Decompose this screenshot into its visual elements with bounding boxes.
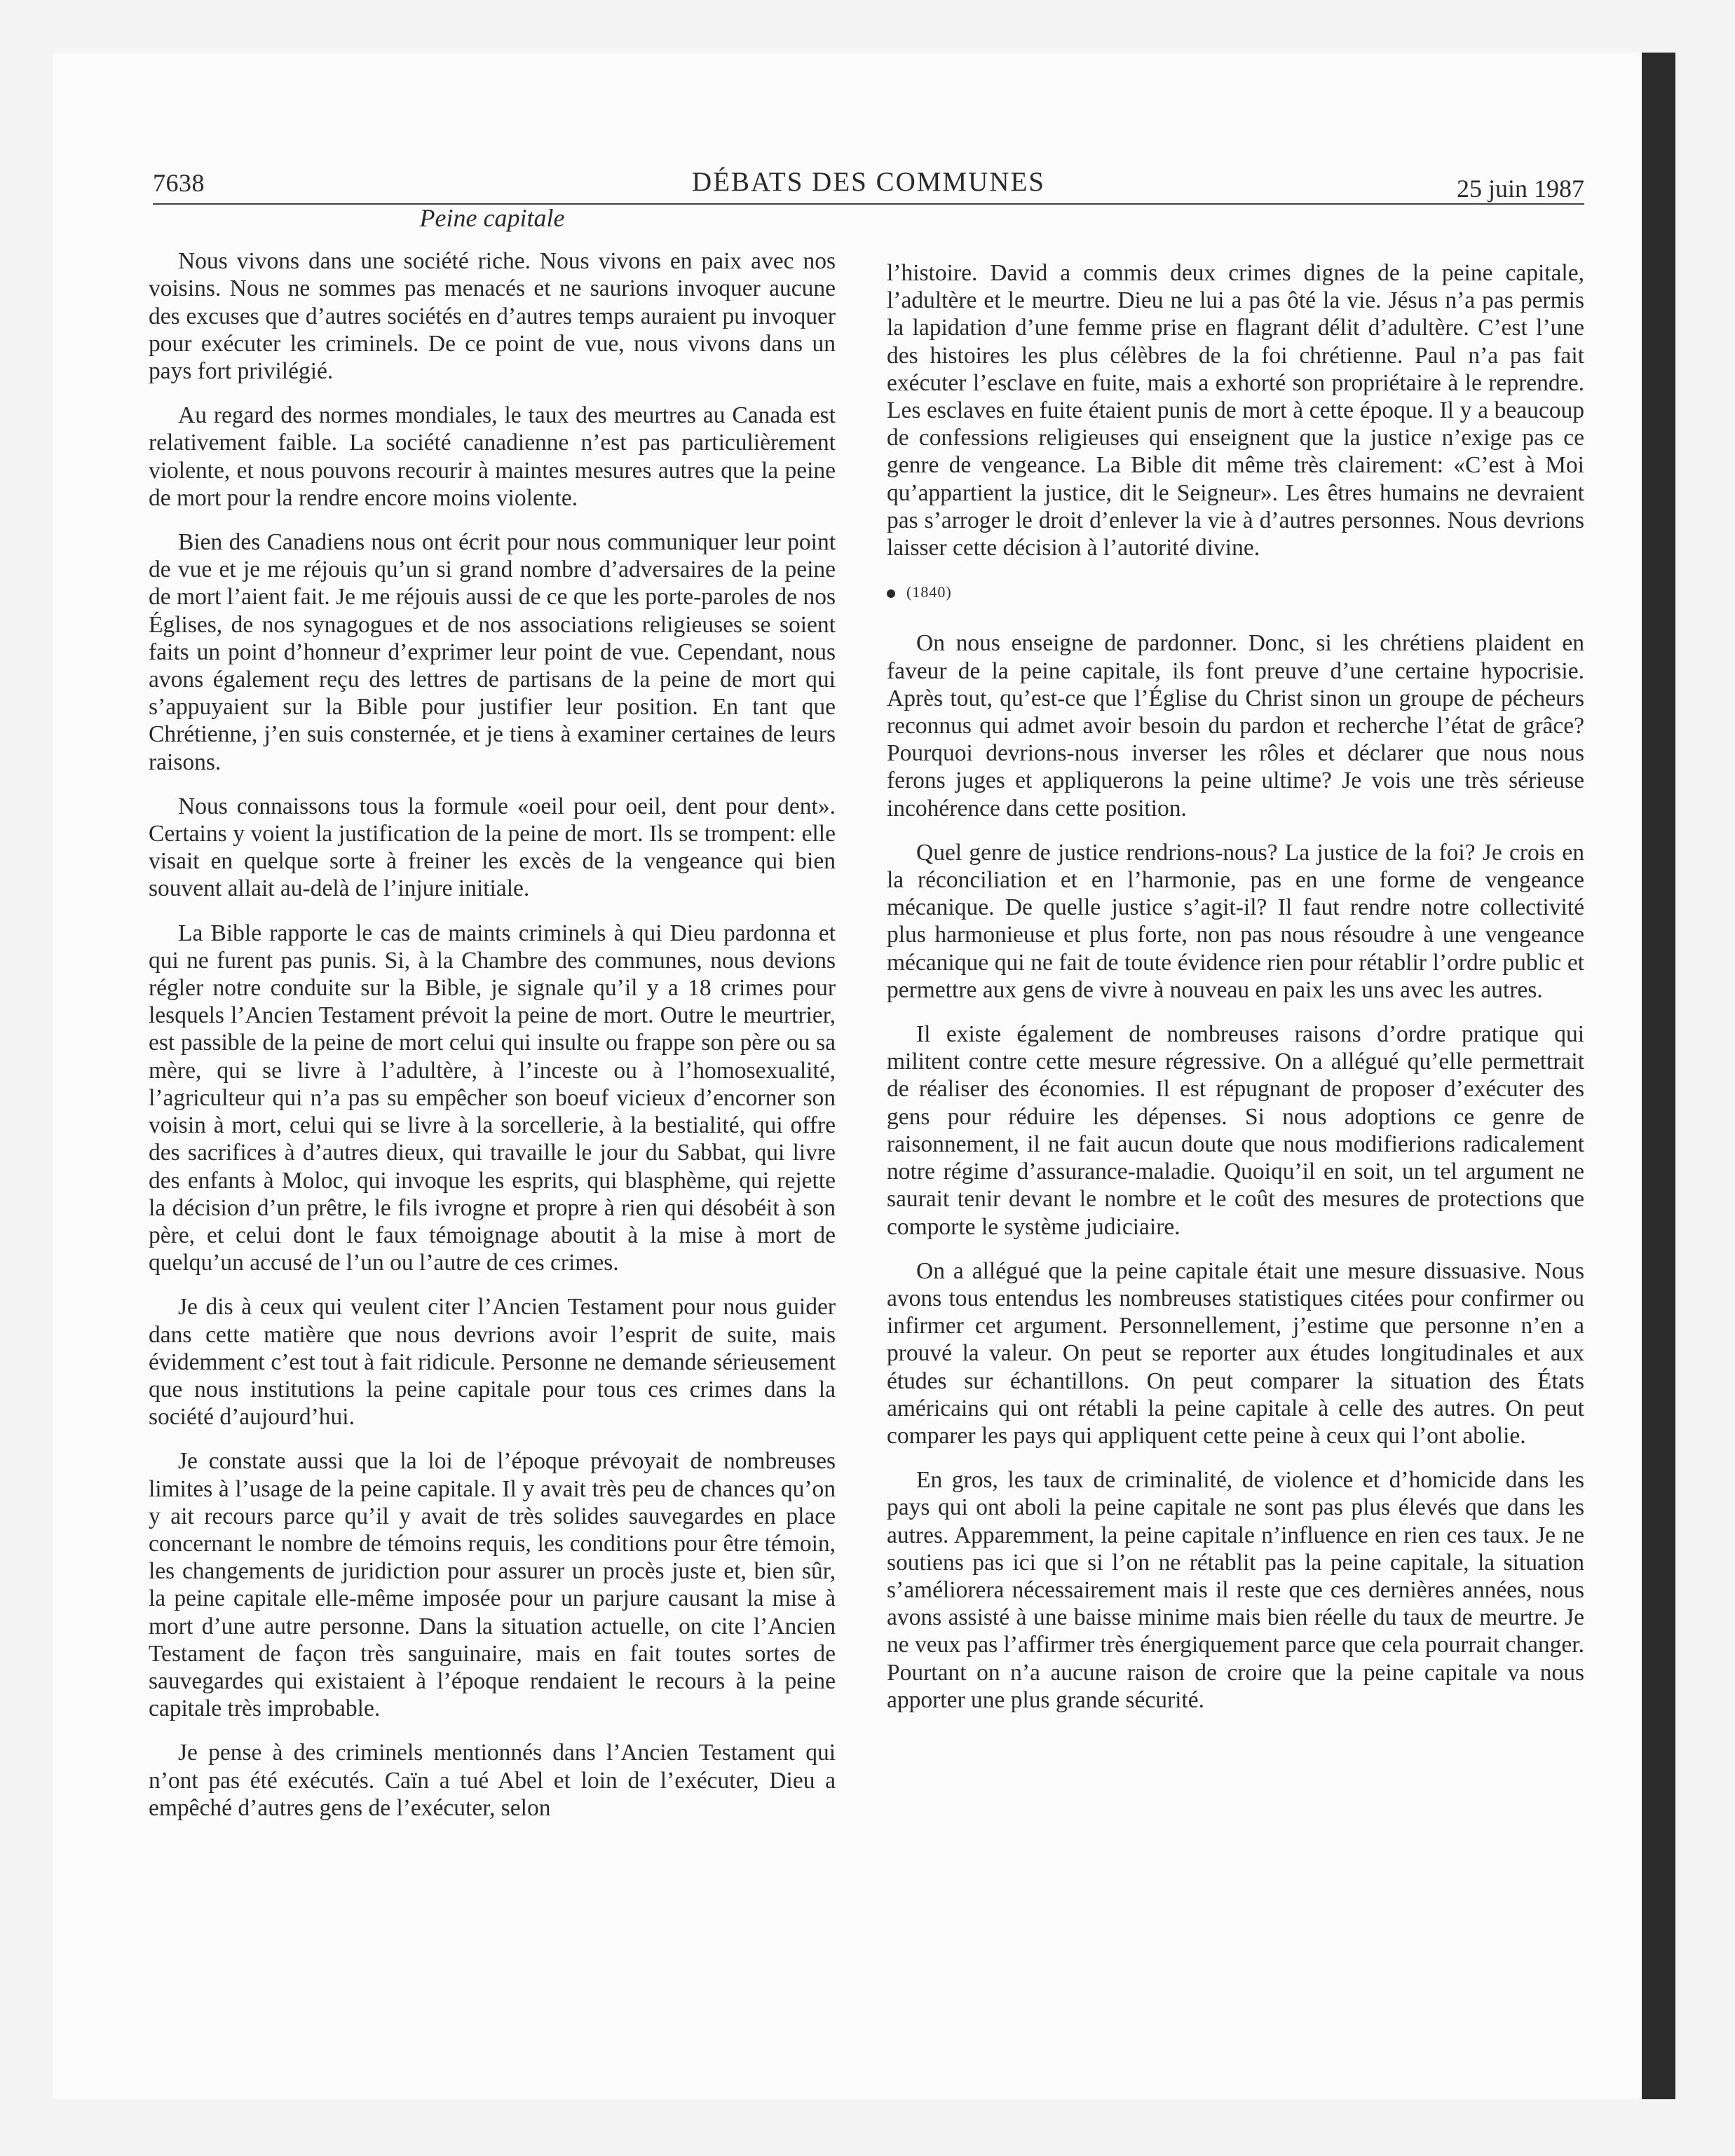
paragraph: On nous enseigne de pardonner. Donc, si les chrétiens plaident en faveur de la peine capitale, ils font preuve d’une certaine hypocrisie. Après tout, qu’est-ce que l’Église du Christ sinon un groupe de pécheurs reconnus qui admet avoir besoin du pardon et recherche l’état de grâce? Pourquoi devrions-nous inverser les rôles et déclarer que nous nous ferons juges et appliquerons la peine ultime? Je vois une très sérieuse incohérence dans cette position. xyxy=(887,630,1584,821)
paragraph-continuation: l’histoire. David a commis deux crimes dignes de la peine capitale, l’adultère et le meurtre. Dieu ne lui a pas ôté la vie. Jésus n’a pas permis la lapidation d’une femme prise en flagrant délit d’adultère. C’est l’une des histoires les plus célèbres de la foi chrétienne. Paul n’a pas fait exécuter l’esclave en fuite, mais a exhorté son propriétaire à le reprendre. Les esclaves en fuite étaient punis de mort à cette époque. Il y a beaucoup de confessions religieuses qui enseignent que la justice n’exige pas ce genre de vengeance. La Bible dit même très clairement: «C’est à Moi qu’appartient la justice, dit le Seigneur». Les êtres humains ne devraient pas s’arroger le droit d’enlever la vie à d’autres personnes. Nous devrions laisser cette décision à l’autorité divine. xyxy=(887,260,1584,561)
paragraph: Bien des Canadiens nous ont écrit pour nous communiquer leur point de vue et je me réjouis qu’un si grand nombre d’adversaires de la peine de mort l’aient fait. Je me réjouis aussi de ce que les porte-paroles de nos Églises, de nos synagogues et de nos associations religieuses se soient faits un point d’honneur d’exprimer leur point de vue. Cependant, nous avons également reçu des lettres de partisans de la peine de mort qui s’appuyaient sur la Bible pour justifier leur position. En tant que Chrétienne, j’en suis consternée, et je tiens à examiner certaines de leurs raisons. xyxy=(149,529,836,775)
left-column xyxy=(149,205,836,1838)
paragraph: La Bible rapporte le cas de maints criminels à qui Dieu pardonna et qui ne furent pas punis. Si, à la Chambre des communes, nous devions régler notre conduite sur la Bible, je signale qu’il y a 18 crimes pour lesquels l’Ancien Testament prévoit la peine de mort. Outre le meurtrier, est passible de la peine de mort celui qui insulte ou frappe son père ou sa mère, qui se livre à l’adultère, à l’inceste ou à l’homosexualité, l’agriculteur qui n’a pas su empêcher son boeuf vicieux d’encorner son voisin à mort, celui qui se livre à la sorcellerie, à la bestialité, qui offre des sacrifices à d’autres dieux, qui travaille le jour du Sabbat, qui livre des enfants à Moloc, qui invoque les esprits, qui blasphème, qui rejette la décision d’un prêtre, le fils ivrogne et propre à rien qui désobéit à son père, et celui dont le faux témoignage aboutit à la mise à mort de quelqu’un accusé de l’un ou l’autre de ces crimes. xyxy=(149,920,836,1276)
paragraph: Quel genre de justice rendrions-nous? La justice de la foi? Je crois en la réconciliation et en l’harmonie, pas en une forme de vengeance mécanique. De quelle justice s’agit-il? Il faut rendre notre collectivité plus harmonieuse et plus forte, non pas nous résoudre à une vengeance mécanique qui ne fait de toute évidence rien pour rétablir l’ordre public et permettre aux gens de vivre à nouveau en paix les uns avec les autres. xyxy=(887,839,1584,1003)
paragraph: Au regard des normes mondiales, le taux des meurtres au Canada est relativement faible. La société canadienne n’est pas particulièrement violente, et nous pouvons recourir à maintes mesures autres que la peine de mort pour la rendre encore moins violente. xyxy=(149,402,836,511)
paragraph: Je constate aussi que la loi de l’époque prévoyait de nombreuses limites à l’usage de la peine capitale. Il y avait très peu de chances qu’on y ait recours parce qu’il y avait de très solides sauvegardes en place concernant le nombre de témoins requis, les conditions pour être témoin, les changements de juridiction pour assurer un procès juste et, bien sûr, la peine capitale elle-même imposée pour un parjure causant la mise à mort d’une autre personne. Dans la situation actuelle, on cite l’Ancien Testament de façon très sanguinaire, mais en fait toutes sortes de sauvegardes qui existaient à l’époque rendaient le recours à la peine capitale très improbable. xyxy=(149,1448,836,1722)
paragraph: Je dis à ceux qui veulent citer l’Ancien Testament pour nous guider dans cette matière que nous devrions avoir l’esprit de suite, mais évidemment c’est tout à fait ridicule. Personne ne demande sérieusement que nous institutions la peine capitale pour tous ces crimes dans la société d’aujourd’hui. xyxy=(149,1294,836,1431)
paragraph: Il existe également de nombreuses raisons d’ordre pratique qui militent contre cette mesure régressive. On a allégué qu’elle permettrait de réaliser des économies. Il est répugnant de proposer d’exécuter des gens pour réduire les dépenses. Si nous adoptions ce genre de raisonnement, il ne fait aucun doute que nous modifierions radicalement notre régime d’assurance-maladie. Quoiqu’il en soit, un tel argument ne saurait tenir devant le nombre et le coût des mesures de protections que comporte le système judiciaire. xyxy=(887,1021,1584,1240)
scan-edge-shadow xyxy=(1642,53,1675,2099)
publication-date: 25 juin 1987 xyxy=(1456,175,1584,203)
paragraph: Nous vivons dans une société riche. Nous vivons en paix avec nos voisins. Nous ne sommes pas menacés et ne saurions invoquer aucune des excuses que d’autres sociétés en d’autres temps auraient pu invoquer pour exécuter les criminels. De ce point de vue, nous vivons dans un pays fort privilégié. xyxy=(149,248,836,385)
time-marker-label: (1840) xyxy=(906,583,952,601)
time-marker xyxy=(887,578,1584,606)
section-title: Peine capitale xyxy=(419,204,565,232)
paragraph: On a allégué que la peine capitale était une mesure dissuasive. Nous avons tous entendus les nombreuses statistiques citées pour confirmer ou infirmer cet argument. Personnellement, j’estime que personne n’en a prouvé la valeur. On peut se reporter aux études longitudinales et aux études sur échantillons. On peut comparer la situation des États américains qui ont rétabli la peine capitale à celle des autres. On peut comparer les pays qui appliquent cette peine à ceux qui l’ont abolie. xyxy=(887,1257,1584,1449)
paragraph: Nous connaissons tous la formule «oeil pour oeil, dent pour dent». Certains y voient la justification de la peine de mort. Ils se trompent: elle visait en quelque sorte à freiner les excès de la vengeance qui bien souvent allait au-delà de l’injure initiale. xyxy=(149,793,836,902)
publication-title: DÉBATS DES COMMUNES xyxy=(692,167,1045,197)
paragraph: Je pense à des criminels mentionnés dans l’Ancien Testament qui n’ont pas été exécutés. Caïn a tué Abel et loin de l’exécuter, Dieu a empêché d’autres gens de l’exécuter, selon xyxy=(149,1740,836,1821)
page-header xyxy=(153,160,1584,205)
page-number: 7638 xyxy=(153,169,205,197)
right-column xyxy=(887,259,1584,1731)
paragraph: En gros, les taux de criminalité, de violence et d’homicide dans les pays qui ont aboli la peine capitale ne sont pas plus élevés que dans les autres. Apparemment, la peine capitale n’influence en rien ces taux. Je ne soutiens pas ici que si l’on ne rétablit pas la peine capitale, la situation s’améliorera nécessairement mais il reste que ces dernières années, nous avons assisté à une baisse minime mais bien réelle du taux de meurtre. Je ne veux pas l’affirmer très énergiquement parce que cela pourrait changer. Pourtant on n’a aucune raison de croire que la peine capitale va nous apporter une plus grande sécurité. xyxy=(887,1467,1584,1713)
bullet-icon xyxy=(887,589,895,598)
